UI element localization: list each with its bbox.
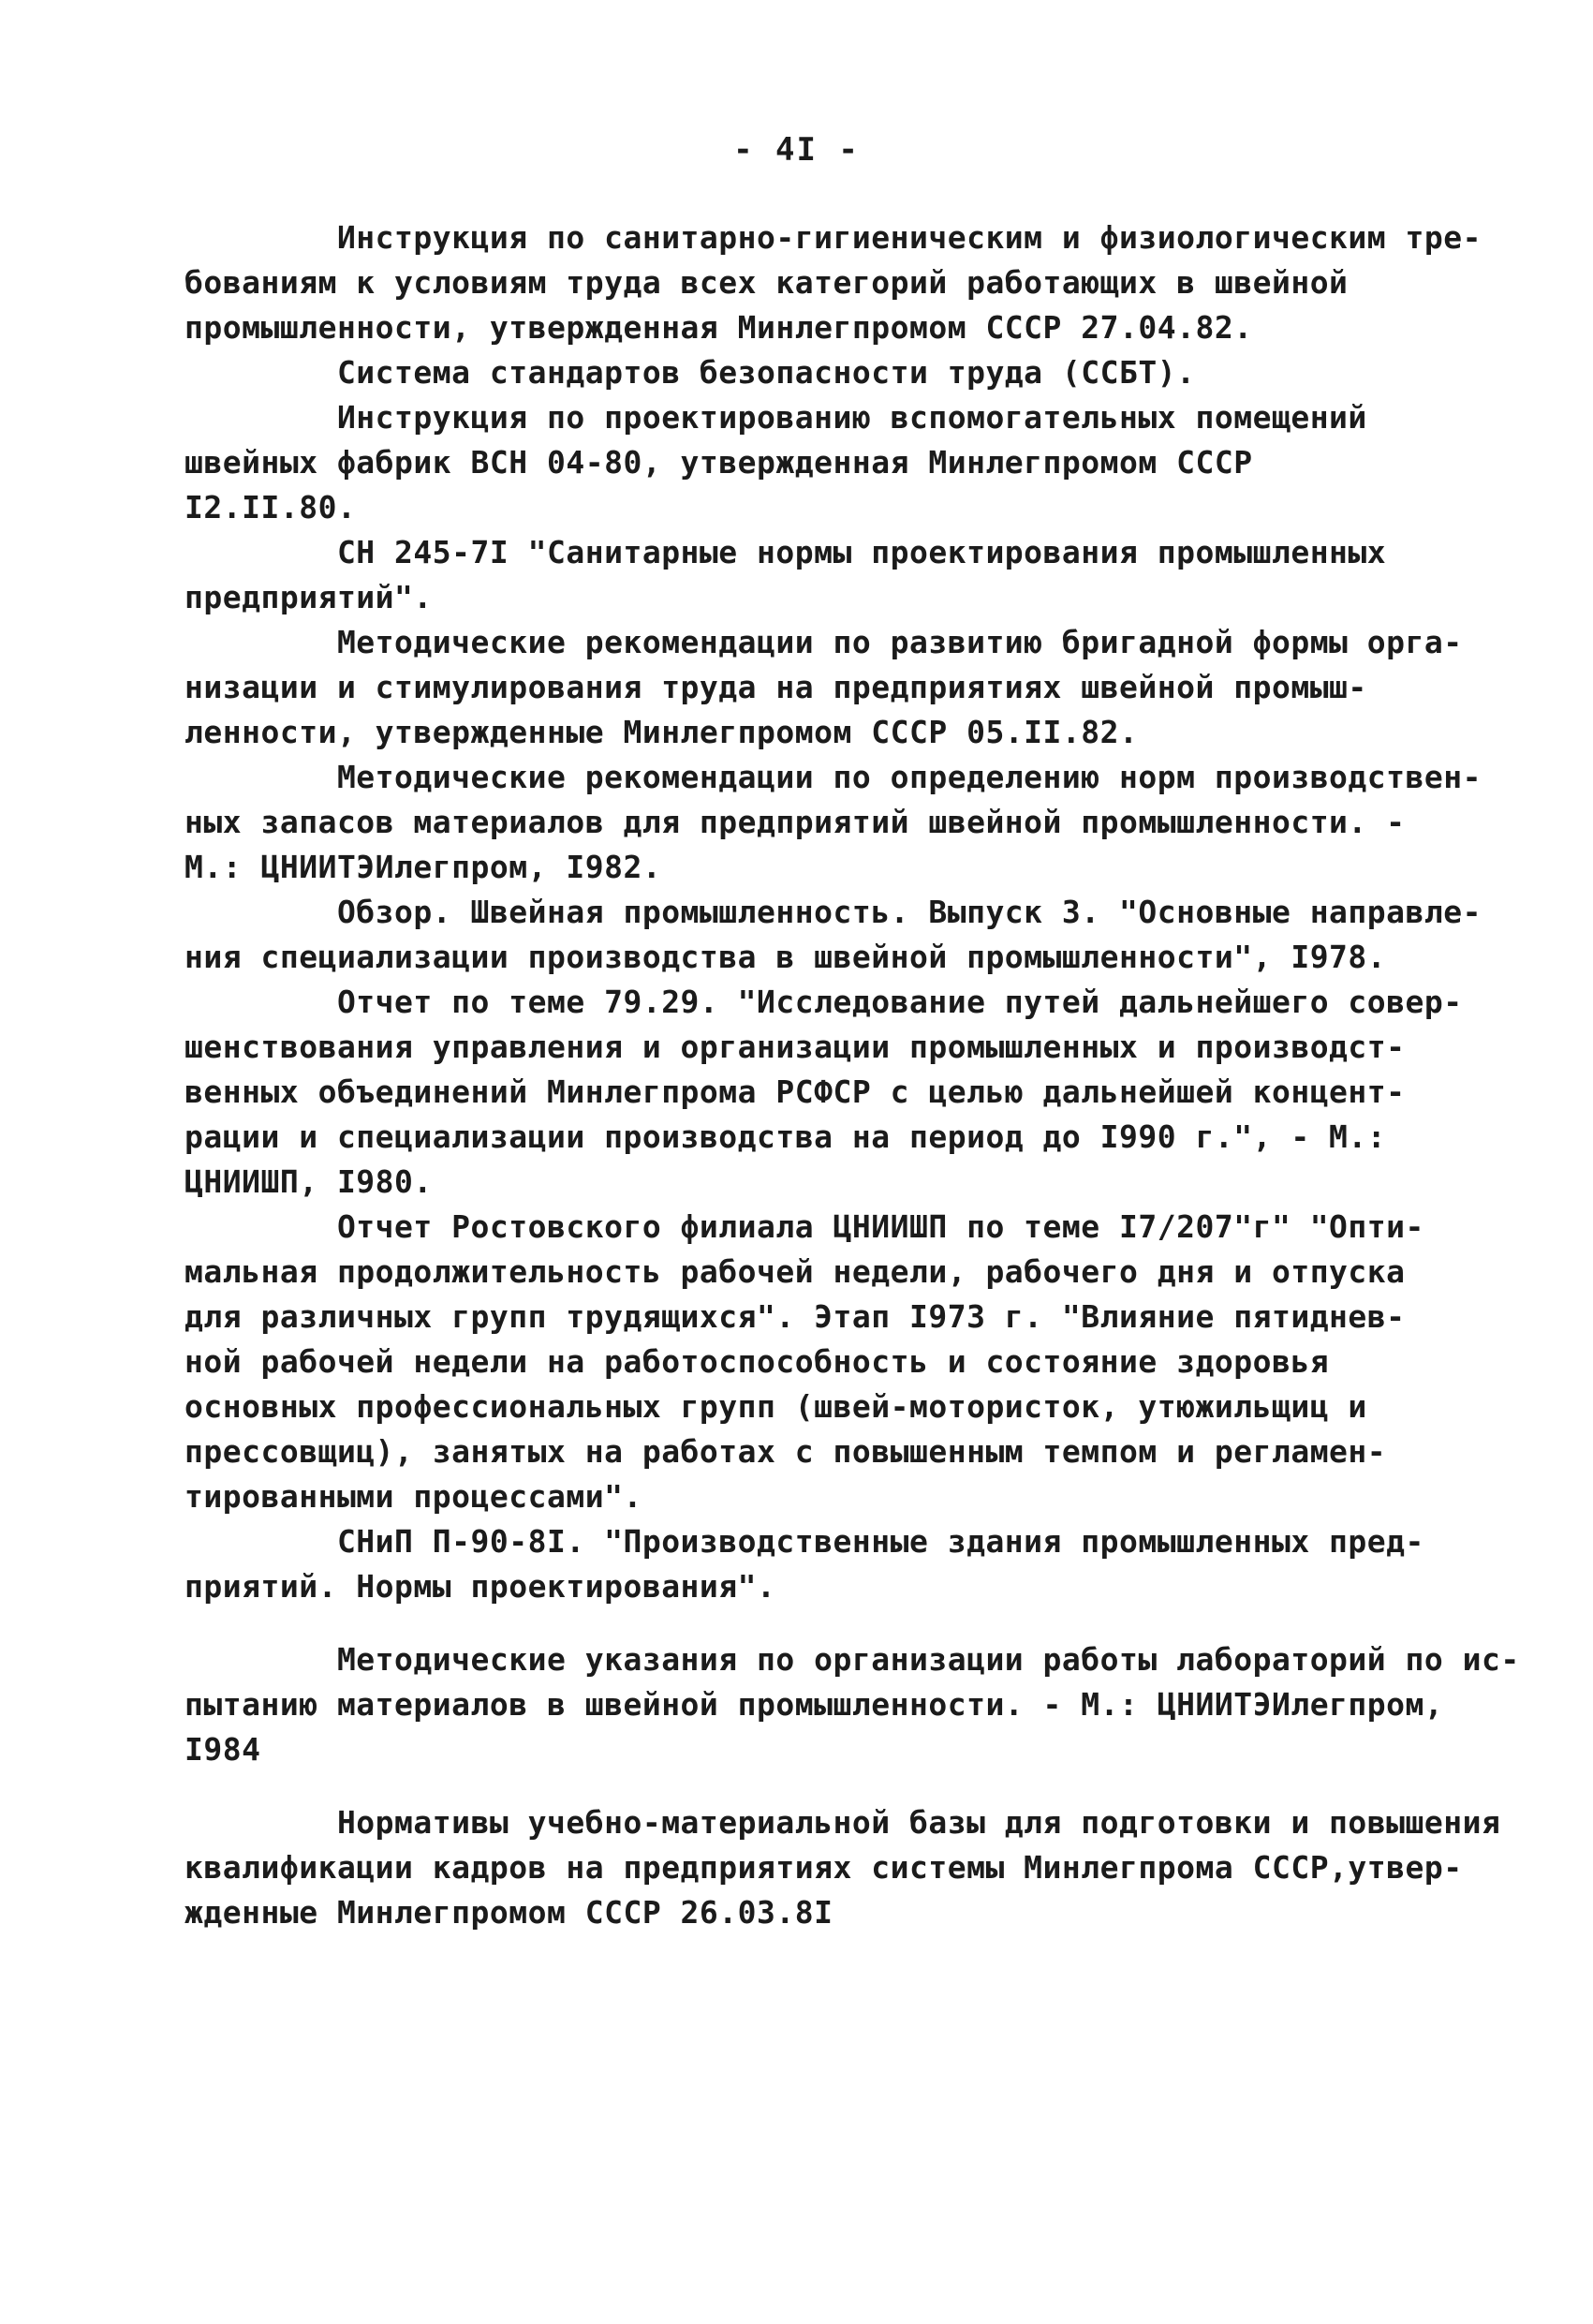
text-line: квалификации кадров на предприятиях системы Минлегпрома СССР,утвер-: [184, 1849, 1463, 1886]
text-line: СН 245-7I "Санитарные нормы проектирования промышленных: [184, 534, 1387, 570]
paragraph-gap: [184, 1772, 1421, 1800]
text-line: пытанию материалов в швейной промышленности. - М.: ЦНИИТЭИлегпром,: [184, 1686, 1444, 1723]
text-line: ной рабочей недели на работоспособность и состояние здоровья: [184, 1343, 1330, 1380]
text-line: ния специализации производства в швейной промышленности", I978.: [184, 939, 1387, 975]
text-line: приятий. Нормы проектирования".: [184, 1568, 776, 1605]
text-line: предприятий".: [184, 579, 433, 615]
text-line: Инструкция по санитарно-гигиеническим и физиологическим тре-: [184, 219, 1482, 256]
text-line: ЦНИИШП, I980.: [184, 1163, 433, 1200]
text-line: промышленности, утвержденная Минлегпромом СССР 27.04.82.: [184, 309, 1253, 346]
page-number: - 4I -: [733, 131, 860, 169]
text-line: I2.II.80.: [184, 489, 357, 525]
text-line: Методические рекомендации по развитию бригадной формы орга-: [184, 624, 1463, 660]
text-line: венных объединений Минлегпрома РСФСР с целью дальнейшей концент-: [184, 1073, 1406, 1110]
reference-list: [184, 215, 1520, 1935]
text-line: жденные Минлегпромом СССР 26.03.8I: [184, 1894, 833, 1931]
text-line: бованиям к условиям труда всех категорий работающих в швейной: [184, 264, 1349, 301]
text-line: прессовщиц), занятых на работах с повышенным темпом и регламен-: [184, 1433, 1387, 1470]
text-line: Система стандартов безопасности труда (ССБТ).: [184, 354, 1196, 391]
text-line: I984: [184, 1731, 261, 1768]
text-line: для различных групп трудящихся". Этап I973 г. "Влияние пятиднев-: [184, 1298, 1406, 1335]
text-line: Отчет по теме 79.29. "Исследование путей дальнейшего совер-: [184, 984, 1463, 1020]
text-line: низации и стимулирования труда на предприятиях швейной промыш-: [184, 669, 1367, 705]
text-line: Инструкция по проектированию вспомогательных помещений: [184, 399, 1367, 436]
text-line: тированными процессами".: [184, 1478, 642, 1515]
text-line: мальная продолжительность рабочей недели, рабочего дня и отпуска: [184, 1253, 1406, 1290]
text-line: Нормативы учебно-материальной базы для подготовки и повышения: [184, 1804, 1501, 1841]
text-line: швейных фабрик ВСН 04-80, утвержденная Минлегпромом СССР: [184, 444, 1253, 481]
text-line: основных профессиональных групп (швей-мотористок, утюжильщиц и: [184, 1388, 1367, 1425]
text-line: шенствования управления и организации промышленных и производст-: [184, 1029, 1406, 1065]
text-line: Отчет Ростовского филиала ЦНИИШП по теме I7/207"г" "Опти-: [184, 1208, 1424, 1245]
text-line: Обзор. Швейная промышленность. Выпуск 3. "Основные направле-: [184, 894, 1482, 930]
paragraph-gap: [184, 1609, 1421, 1637]
text-line: Методические рекомендации по определению норм производствен-: [184, 759, 1482, 795]
text-line: ленности, утвержденные Минлегпромом СССР 05.II.82.: [184, 714, 1139, 750]
text-line: СНиП П-90-8I. "Производственные здания промышленных пред-: [184, 1523, 1424, 1560]
text-line: Методические указания по организации работы лабораторий по ис-: [184, 1641, 1520, 1678]
text-line: ных запасов материалов для предприятий швейной промышленности. -: [184, 804, 1406, 840]
text-line: М.: ЦНИИТЭИлегпром, I982.: [184, 849, 662, 885]
text-line: рации и специализации производства на период до I990 г.", - М.:: [184, 1118, 1387, 1155]
